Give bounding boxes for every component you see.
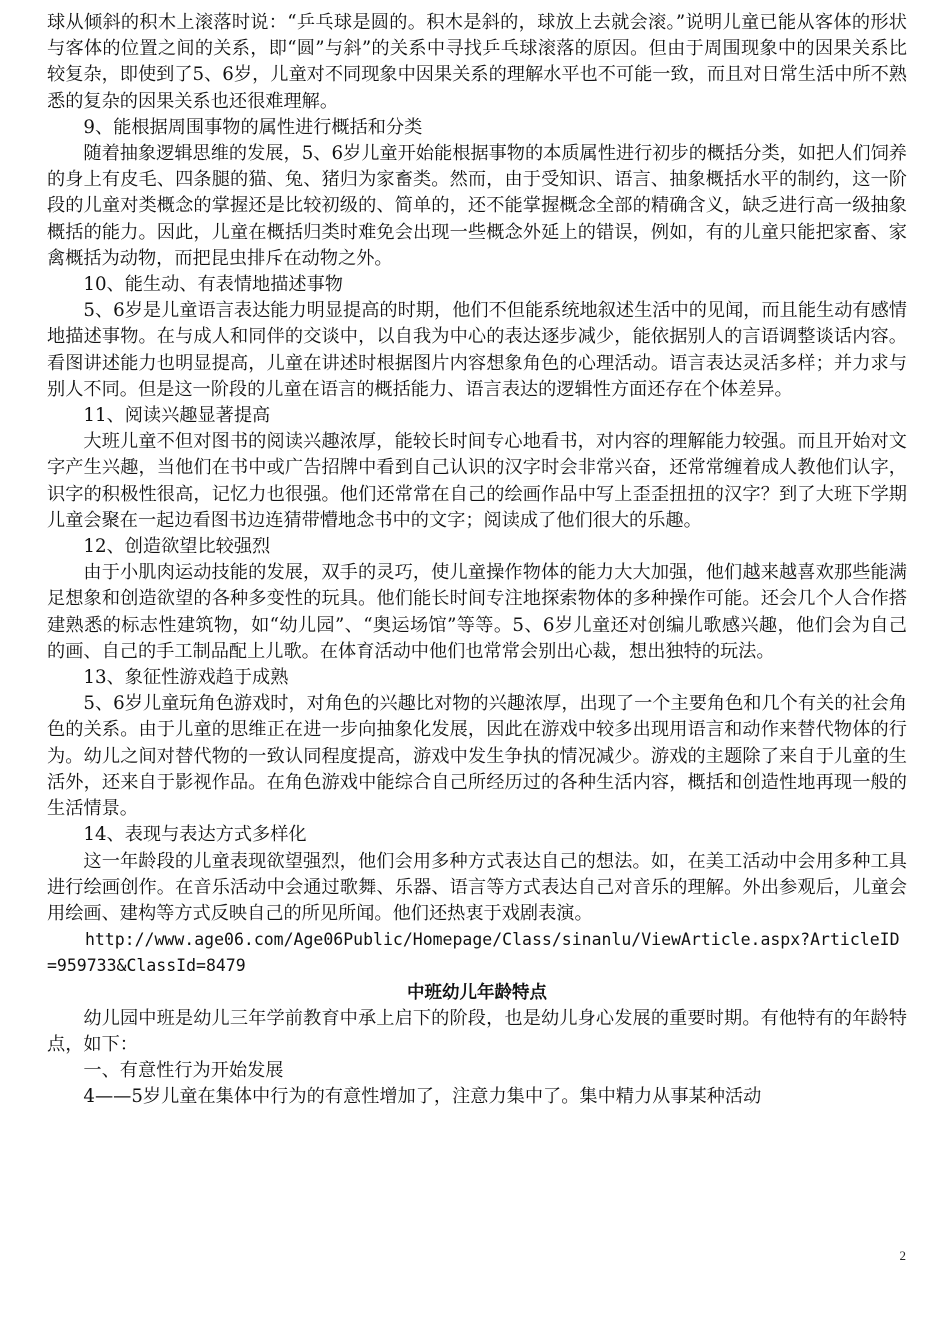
paragraph-13: 5、6岁儿童玩角色游戏时，对角色的兴趣比对物的兴趣浓厚，出现了一个主要角色和几个有关的社会角色的关系。由于儿童的思维正在进一步向抽象化发展，因此在游戏中较多出现用语言和动作来替代物体的行为。幼儿之间对替代物的一致认同程度提高，游戏中发生争执的情况减少。游戏的主题除了来自于儿童的生活外，还来自于影视作品。在角色游戏中能综合自己所经历过的各种生活内容，概括和创造性地再现一般的生活情景。 [47,693,907,820]
heading-14: 14、表现与表达方式多样化 [83,824,307,846]
paragraph-10: 5、6岁是儿童语言表达能力明显提高的时期，他们不但能系统地叙述生活中的见闻，而且能生动有感情地描述事物。在与成人和同伴的交谈中，以自我为中心的表达逐步减少，能依据别人的言语调整谈话内容。看图讲述能力也明显提高，儿童在讲述时根据图片内容想象角色的心理活动。语言表达灵活多样；并力求与别人不同。但是这一阶段的儿童在语言的概括能力、语言表达的逻辑性方面还存在个体差异。 [47,300,907,400]
heading-11: 11、阅读兴趣显著提高 [83,405,271,427]
paragraph-14: 这一年龄段的儿童表现欲望强烈，他们会用多种方式表达自己的想法。如，在美工活动中会用多种工具进行绘画创作。在音乐活动中会通过歌舞、乐器、语言等方式表达自己对音乐的理解。外出参观后，儿童会用绘画、建构等方式反映自己的所见所闻。他们还热衷于戏剧表演。 [47,850,907,924]
paragraph-11: 大班儿童不但对图书的阅读兴趣浓厚，能较长时间专心地看书，对内容的理解能力较强。而且开始对文字产生兴趣，当他们在书中或广告招牌中看到自己认识的汉字时会非常兴奋，还常常缠着成人教他们认字，识字的积极性很高，记忆力也很强。他们还常常在自己的绘画作品中写上歪歪扭扭的汉字？到了大班下学期儿童会聚在一起边看图书边连猜带懵地念书中的文字；阅读成了他们很大的乐趣。 [47,431,907,531]
source-url: http://www.age06.com/Age06Public/Homepage/Class/sinanlu/ViewArticle.aspx?ArticleID=959733&ClassId=8479 [47,930,900,976]
heading-10: 10、能生动、有表情地描述事物 [83,274,343,296]
intro-paragraph: 幼儿园中班是幼儿三年学前教育中承上启下的阶段，也是幼儿身心发展的重要时期。有他特有的年龄特点，如下： [47,1007,907,1055]
paragraph-1: 4——5岁儿童在集体中行为的有意性增加了，注意力集中了。集中精力从事某种活动 [83,1086,762,1108]
page-content [47,10,907,1111]
heading-13: 13、象征性游戏趋于成熟 [83,667,289,689]
section-title: 中班幼儿年龄特点 [407,982,547,1003]
heading-9: 9、能根据周围事物的属性进行概括和分类 [83,116,423,138]
heading-12: 12、创造欲望比较强烈 [83,536,271,558]
paragraph-continuation: 球从倾斜的积木上滚落时说：“乒乓球是圆的。积木是斜的，球放上去就会滚。”说明儿童已能从客体的形状与客体的位置之间的关系，即“圆”与斜”的关系中寻找乒乓球滚落的原因。但由于周围现象中的因果关系比较复杂，即使到了5、6岁，儿童对不同现象中因果关系的理解水平也不可能一致，而且对日常生活中所不熟悉的复杂的因果关系也还很难理解。 [47,12,907,112]
page-number: 2 [899,1248,906,1263]
paragraph-12: 由于小肌肉运动技能的发展，双手的灵巧，使儿童操作物体的能力大大加强，他们越来越喜欢那些能满足想象和创造欲望的各种多变性的玩具。他们能长时间专注地探索物体的多种操作可能。还会几个人合作搭建熟悉的标志性建筑物，如“幼儿园”、“奥运场馆”等等。5、6岁儿童还对创编儿歌感兴趣，他们会为自己的画、自己的手工制品配上儿歌。在体育活动中他们也常常会别出心裁，想出独特的玩法。 [47,562,907,662]
paragraph-9: 随着抽象逻辑思维的发展，5、6岁儿童开始能根据事物的本质属性进行初步的概括分类，如把人们饲养的身上有皮毛、四条腿的猫、兔、猪归为家畜类。然而，由于受知识、语言、抽象概括水平的制约，这一阶段的儿童对类概念的掌握还是比较初级的、简单的，还不能掌握概念全部的精确含义，缺乏进行高一级抽象概括的能力。因此，儿童在概括归类时难免会出现一些概念外延上的错误，例如，有的儿童只能把家畜、家禽概括为动物，而把昆虫排斥在动物之外。 [47,143,907,269]
heading-1: 一、有意性行为开始发展 [83,1060,284,1082]
